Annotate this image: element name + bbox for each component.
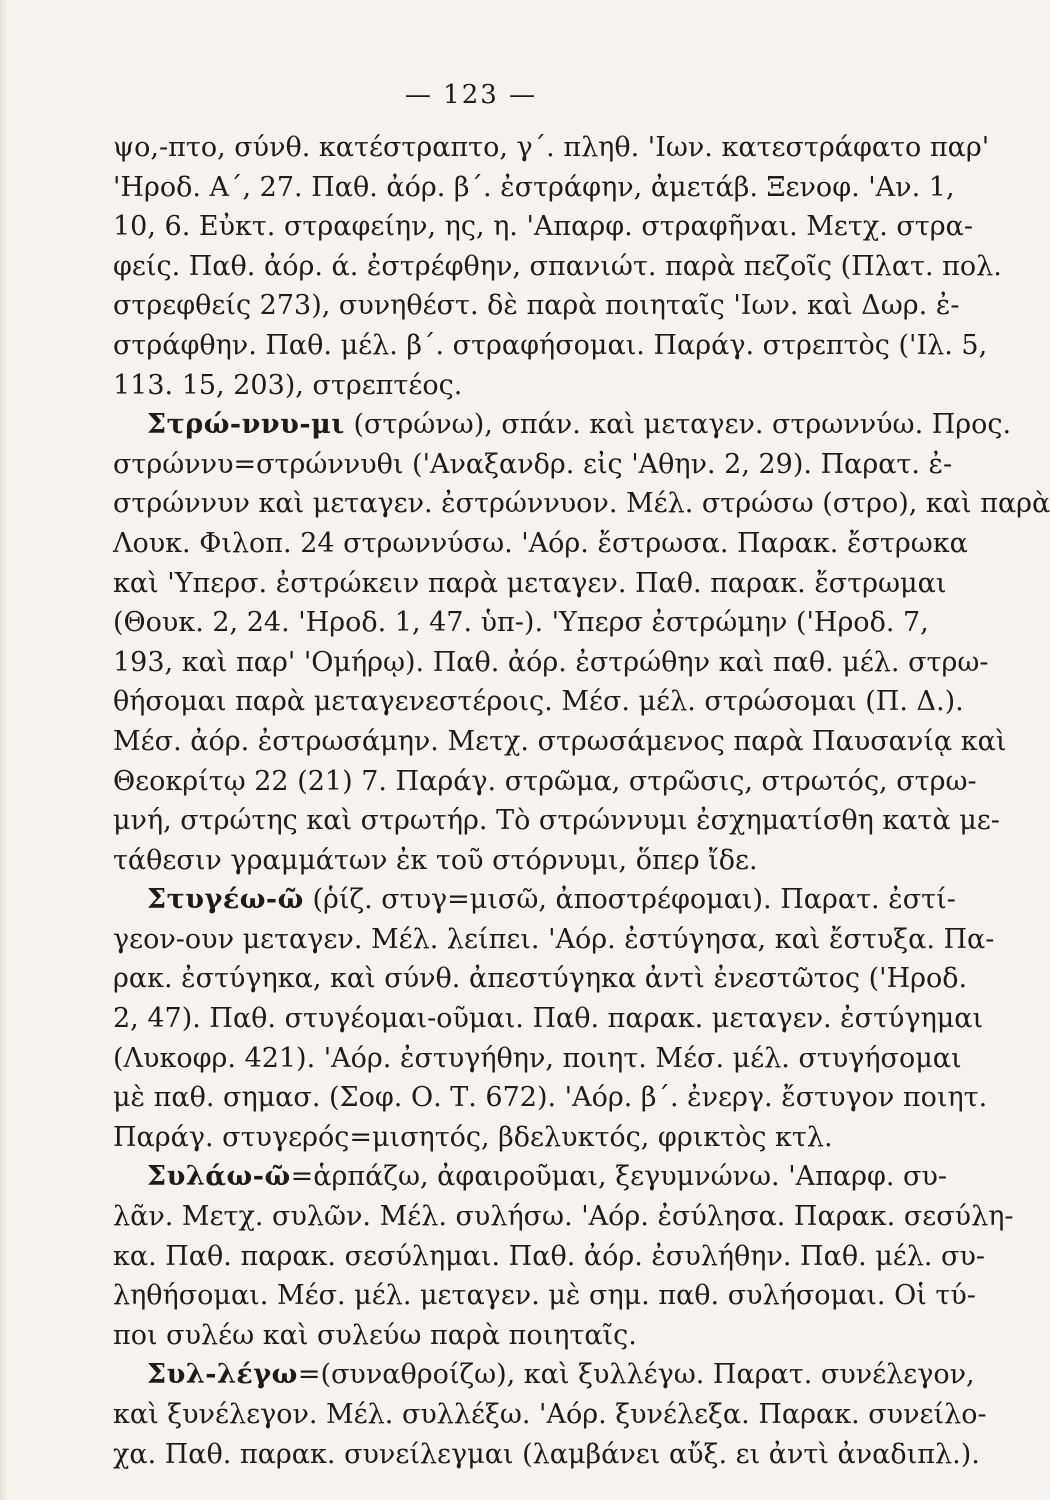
text-line: 113. 15, 203), στρεπτέος. (113, 369, 463, 401)
entry-headword: Στρώ-ννυ-μι (147, 409, 345, 441)
text-line: φείς. Παθ. ἀόρ. ά. ἐστρέφθην, σπανιώτ. παρὰ πεζοῖς (Πλατ. πολ. (113, 250, 1002, 282)
entry-headword: Στυγέω-ῶ (147, 884, 304, 916)
text-line: 2, 47). Παθ. στυγέομαι-οῦμαι. Παθ. παρακ. μεταγεν. ἐστύγημαι (113, 1003, 984, 1035)
text-line: τάθεσιν γραμμάτων ἐκ τοῦ στόρνυμι, ὅπερ ἴδε. (113, 844, 758, 876)
entry-first-line (113, 880, 956, 920)
entry-sylaw (113, 1157, 1014, 1355)
text-line: 193, καὶ παρ' 'Ομήρῳ). Παθ. ἀόρ. ἐστρώθην καὶ παθ. μέλ. στρω- (113, 646, 989, 678)
text-line: στράφθην. Παθ. μέλ. β΄. στραφήσομαι. Παράγ. στρεπτὸς ('Ιλ. 5, (113, 329, 988, 361)
text-line: ποι συλέω καὶ συλεύω παρὰ ποιηταῖς. (113, 1319, 637, 1351)
text-line: (ῥίζ. στυγ=μισῶ, ἀποστρέφομαι). Παρατ. ἐστί- (312, 884, 956, 916)
text-line: στρώννυ=στρώννυθι ('Αναξανδρ. εἰς 'Αθην. 2, 29). Παρατ. ἐ- (113, 448, 953, 480)
entry-continuation (113, 128, 1002, 405)
entry-headword: Συλάω-ῶ (147, 1161, 291, 1193)
entry-syllegw (113, 1355, 987, 1474)
text-line: ψο,-πτο, σύνθ. κατέστραπτο, γ΄. πληθ. 'Ιων. κατεστράφατο παρ' (113, 132, 990, 163)
entry-strwnnymi (113, 405, 1050, 880)
text-line: Μέσ. ἀόρ. ἐστρωσάμην. Μετχ. στρωσάμενος παρὰ Παυσανίᾳ καὶ (113, 725, 1007, 757)
text-line: Λουκ. Φιλοπ. 24 στρωννύσω. 'Αόρ. ἔστρωσα. Παρακ. ἔστρωκα (113, 527, 968, 559)
text-line: Θεοκρίτῳ 22 (21) 7. Παράγ. στρῶμα, στρῶσις, στρωτός, στρω- (113, 765, 977, 797)
entry-headword: Συλ-λέγω (147, 1359, 298, 1391)
text-line: γεον-ουν μεταγεν. Μέλ. λείπει. 'Αόρ. ἐστύγησα, καὶ ἔστυξα. Πα- (113, 923, 995, 955)
text-line: =(συναθροίζω), καὶ ξυλλέγω. Παρατ. συνέλεγον, (297, 1359, 975, 1391)
text-line: =ἁρπάζω, ἀφαιροῦμαι, ξεγυμνώνω. 'Απαρφ. συ- (290, 1161, 948, 1193)
text-line: καὶ ξυνέλεγον. Μέλ. συλλέξω. 'Αόρ. ξυνέλεξα. Παρακ. συνείλο- (113, 1399, 987, 1430)
entry-stygew (113, 880, 995, 1157)
text-line: 10, 6. Εὐκτ. στραφείην, ης, η. 'Απαρφ. στραφῆναι. Μετχ. στρα- (113, 211, 973, 243)
text-line: καὶ 'Υπερσ. ἐστρώκειν παρὰ μεταγεν. Παθ. παρακ. ἔστρωμαι (113, 567, 947, 599)
text-line: ρακ. ἐστύγηκα, καὶ σύνθ. ἀπεστύγηκα ἀντὶ ἐνεστῶτος ('Ηροδ. (113, 963, 968, 995)
entry-first-line (113, 405, 1012, 445)
text-line: 'Ηροδ. Α΄, 27. Παθ. ἀόρ. β΄. ἐστράφην, ἀμετάβ. Ξενοφ. 'Αν. 1, (113, 171, 955, 203)
text-line: (Λυκοφρ. 421). 'Αόρ. ἐστυγήθην, ποιητ. Μέσ. μέλ. στυγήσομαι (113, 1042, 962, 1074)
entry-first-line (113, 1157, 948, 1197)
text-line: ληθήσομαι. Μέσ. μέλ. μεταγεν. μὲ σημ. παθ. συλήσομαι. Οἱ τύ- (113, 1280, 976, 1312)
text-line: (Θουκ. 2, 24. 'Ηροδ. 1, 47. ὑπ-). 'Υπερσ ἐστρώμην ('Ηροδ. 7, (113, 607, 929, 639)
text-line: Παράγ. στυγερός=μισητός, βδελυκτός, φρικτὸς κτλ. (113, 1121, 833, 1153)
text-line: μὲ παθ. σημασ. (Σοφ. Ο. Τ. 672). 'Αόρ. β΄. ἐνεργ. ἔστυγον ποιητ. (113, 1082, 988, 1114)
page-number: — 123 — (404, 80, 538, 110)
text-line: θήσομαι παρὰ μεταγενεστέροις. Μέσ. μέλ. στρώσομαι (Π. Δ.). (113, 686, 964, 718)
page-edge-shadow (0, 0, 8, 1500)
text-line: κα. Παθ. παρακ. σεσύλημαι. Παθ. ἀόρ. ἐσυλήθην. Παθ. μέλ. συ- (113, 1240, 986, 1272)
text-line: μνή, στρώτης καὶ στρωτήρ. Τὸ στρώννυμι ἐσχηματίσθη κατὰ με- (113, 805, 1000, 837)
page-body (113, 128, 1050, 1474)
entry-first-line (113, 1355, 975, 1395)
text-line: λᾶν. Μετχ. συλῶν. Μέλ. συλήσω. 'Αόρ. ἐσύλησα. Παρακ. σεσύλη- (113, 1201, 1014, 1233)
text-line: στρώννυν καὶ μεταγεν. ἐστρώννυον. Μέλ. στρώσω (στρο), καὶ παρὰ (113, 488, 1050, 520)
text-line: στρεφθείς 273), συνηθέστ. δὲ παρὰ ποιηταῖς 'Ιων. καὶ Δωρ. ἐ- (113, 290, 960, 322)
text-line: (στρώνω), σπάν. καὶ μεταγεν. στρωννύω. Προς. (353, 409, 1012, 441)
text-line: χα. Παθ. παρακ. συνείλεγμαι (λαμβάνει αὔξ. ει ἀντὶ ἀναδιπλ.). (113, 1438, 980, 1470)
